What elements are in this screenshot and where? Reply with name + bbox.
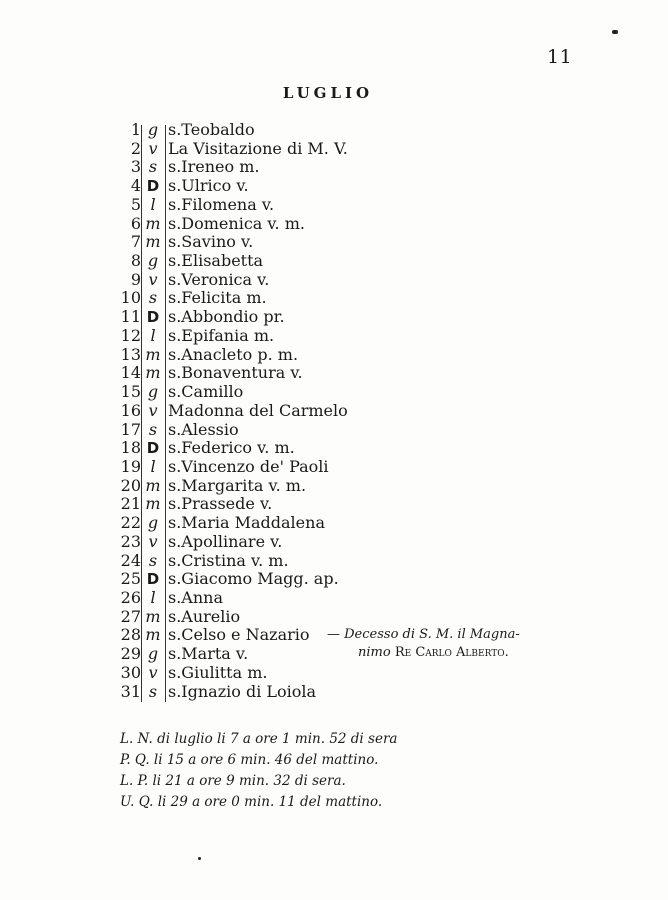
weekday-letter: g	[147, 644, 159, 664]
saint-name: s.Ignazio di Loiola	[168, 681, 317, 701]
day-number: 12	[120, 325, 141, 345]
saint-name: s.Filomena v.	[168, 194, 275, 214]
page-number: 11	[547, 46, 573, 68]
day-number: 18	[120, 438, 141, 458]
saint-name: La Visitazione di M. V.	[168, 138, 348, 158]
day-number: 29	[120, 644, 141, 664]
weekday-letter: m	[145, 213, 161, 233]
weekday-letter: D	[146, 308, 160, 327]
saint-name: s.Celso e Nazario	[168, 625, 310, 645]
weekday-letter: v	[148, 400, 158, 420]
day-number: 1	[130, 120, 141, 139]
day-number: 26	[120, 587, 141, 607]
day-number: 6	[130, 213, 141, 233]
note-line-2-prefix: nimo	[358, 645, 395, 660]
weekday-letter: g	[147, 513, 159, 533]
month-title: LUGLIO	[282, 84, 374, 102]
day-number: 23	[120, 531, 141, 551]
saint-name: s.Felicita m.	[168, 288, 267, 308]
saint-name: s.Margarita v. m.	[168, 475, 307, 495]
weekday-letter: l	[150, 194, 156, 214]
day-number: 9	[130, 269, 141, 289]
day-number: 27	[120, 606, 141, 626]
day-number: 5	[130, 194, 141, 214]
weekday-letter: D	[146, 570, 160, 589]
day-number: 21	[120, 494, 141, 514]
moon-phase-line: L. P. li 21 a ore 9 min. 32 di sera.	[120, 773, 346, 789]
saint-name: s.Savino v.	[168, 232, 254, 252]
day-number: 31	[120, 681, 141, 701]
weekday-letter: l	[150, 456, 156, 476]
day-number: 2	[130, 138, 141, 158]
weekday-letter: v	[148, 662, 158, 682]
day-number: 10	[120, 288, 141, 308]
day-number: 20	[120, 475, 141, 495]
day-number: 30	[120, 662, 141, 682]
saint-name: s.Maria Maddalena	[168, 513, 325, 533]
weekday-letter: m	[145, 344, 161, 364]
saint-name: s.Abbondio pr.	[168, 307, 285, 327]
historical-note	[327, 626, 520, 662]
saint-name: s.Ireneo m.	[168, 157, 260, 177]
weekday-letter: v	[148, 531, 158, 551]
day-number: 3	[130, 157, 141, 177]
note-king-name: Re Carlo Alberto.	[394, 645, 509, 660]
day-number: 11	[120, 307, 141, 327]
weekday-letter: D	[146, 177, 160, 196]
saint-name: s.Vincenzo de' Paoli	[168, 456, 329, 476]
saint-name: s.Ulrico v.	[168, 176, 249, 196]
day-number: 16	[120, 400, 141, 420]
saint-name: s.Epifania m.	[168, 325, 275, 345]
saint-name: s.Bonaventura v.	[168, 363, 303, 383]
day-number: 13	[120, 344, 141, 364]
day-number: 17	[120, 419, 141, 439]
weekday-letter: m	[145, 475, 161, 495]
day-number: 8	[130, 251, 141, 271]
saint-name: s.Elisabetta	[168, 251, 264, 271]
ink-speck	[198, 857, 201, 860]
dow-rule	[165, 125, 166, 702]
note-line-2	[327, 644, 520, 662]
saint-name: s.Apollinare v.	[168, 531, 283, 551]
saint-name: s.Anna	[168, 587, 223, 607]
saint-name: s.Camillo	[168, 382, 244, 402]
day-number: 24	[120, 550, 141, 570]
day-number: 22	[120, 513, 141, 533]
saint-name: Madonna del Carmelo	[168, 400, 348, 420]
day-number: 25	[120, 569, 141, 589]
saint-name: s.Prassede v.	[168, 494, 273, 514]
moon-phases	[120, 729, 397, 813]
saint-name: s.Alessio	[168, 419, 239, 439]
weekday-letter: g	[147, 251, 159, 271]
day-number: 4	[130, 176, 141, 196]
note-line-1: — Decesso di S. M. il Magna-	[327, 627, 520, 642]
weekday-letter: m	[145, 625, 161, 645]
day-number: 15	[120, 382, 141, 402]
weekday-letter: m	[145, 494, 161, 514]
weekday-letter: s	[148, 681, 158, 701]
weekday-letter: m	[145, 606, 161, 626]
weekday-letter: s	[148, 288, 158, 308]
weekday-letter: s	[148, 419, 158, 439]
moon-phase-line: U. Q. li 29 a ore 0 min. 11 del mattino.	[120, 794, 383, 810]
saint-name: s.Teobaldo	[168, 120, 255, 139]
ink-speck	[612, 30, 618, 34]
weekday-letter: s	[148, 157, 158, 177]
day-number: 7	[130, 232, 141, 252]
saint-name: s.Domenica v. m.	[168, 213, 305, 233]
day-number: 19	[120, 456, 141, 476]
saint-name: s.Giacomo Magg. ap.	[168, 569, 339, 589]
weekday-letter: m	[145, 363, 161, 383]
weekday-letter: s	[148, 550, 158, 570]
saint-name: s.Giulitta m.	[168, 662, 268, 682]
weekday-letter: m	[145, 232, 161, 252]
moon-phase-line: P. Q. li 15 a ore 6 min. 46 del mattino.	[120, 752, 379, 768]
saint-name: s.Anacleto p. m.	[168, 344, 299, 364]
saint-name: s.Federico v. m.	[168, 438, 295, 458]
saint-name: s.Aurelio	[168, 606, 241, 626]
weekday-letter: l	[150, 325, 156, 345]
day-number: 28	[120, 625, 141, 645]
saint-name: s.Marta v.	[168, 644, 249, 664]
moon-phase-line: L. N. di luglio li 7 a ore 1 min. 52 di sera	[120, 731, 398, 747]
weekday-letter: v	[148, 138, 158, 158]
weekday-letter: g	[147, 120, 159, 139]
day-number: 14	[120, 363, 141, 383]
saint-name: s.Veronica v.	[168, 269, 270, 289]
saint-name: s.Cristina v. m.	[168, 550, 289, 570]
weekday-letter: D	[146, 439, 160, 458]
weekday-letter: l	[150, 587, 156, 607]
weekday-letter: g	[147, 382, 159, 402]
weekday-letter: v	[148, 269, 158, 289]
